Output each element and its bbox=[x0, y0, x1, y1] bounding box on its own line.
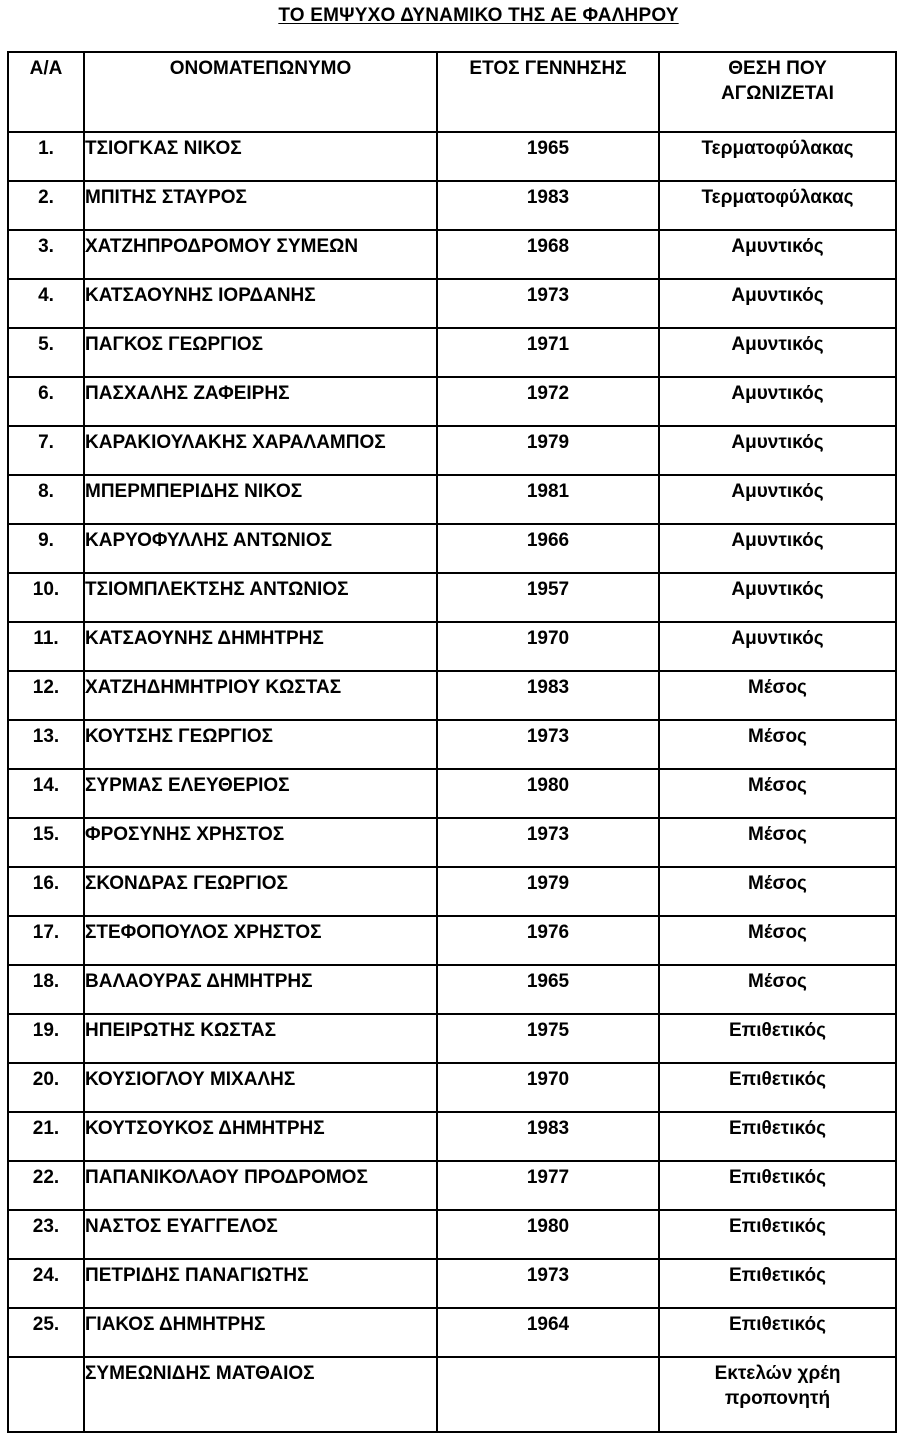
table-row bbox=[8, 671, 896, 720]
row-position-cell: Επιθετικός bbox=[659, 1063, 896, 1112]
row-aa-cell: 3. bbox=[8, 230, 84, 279]
row-aa-cell: 9. bbox=[8, 524, 84, 573]
table-row bbox=[8, 769, 896, 818]
table-row bbox=[8, 1210, 896, 1259]
table-row bbox=[8, 181, 896, 230]
row-year-cell: 1964 bbox=[437, 1308, 659, 1357]
document-title: ΤΟ ΕΜΨΥΧΟ ΔΥΝΑΜΙΚΟ ΤΗΣ ΑΕ ΦΑΛΗΡΟΥ bbox=[278, 5, 679, 26]
row-name-cell: ΤΣΙΟΓΚΑΣ ΝΙΚΟΣ bbox=[84, 132, 437, 181]
row-year-cell: 1973 bbox=[437, 818, 659, 867]
row-year-cell: 1975 bbox=[437, 1014, 659, 1063]
row-year-cell: 1981 bbox=[437, 475, 659, 524]
row-name-cell: ΦΡΟΣΥΝΗΣ ΧΡΗΣΤΟΣ bbox=[84, 818, 437, 867]
row-position-cell: Επιθετικός bbox=[659, 1210, 896, 1259]
table-row bbox=[8, 622, 896, 671]
row-year-cell: 1957 bbox=[437, 573, 659, 622]
row-aa-cell: 7. bbox=[8, 426, 84, 475]
roster-body bbox=[8, 132, 896, 1357]
row-name-cell: ΚΑΤΣΑΟΥΝΗΣ ΙΟΡΔΑΝΗΣ bbox=[84, 279, 437, 328]
table-row bbox=[8, 279, 896, 328]
row-aa-cell: 13. bbox=[8, 720, 84, 769]
row-name-cell: ΣΤΕΦΟΠΟΥΛΟΣ ΧΡΗΣΤΟΣ bbox=[84, 916, 437, 965]
row-aa-cell: 8. bbox=[8, 475, 84, 524]
row-name-cell: ΣΥΡΜΑΣ ΕΛΕΥΘΕΡΙΟΣ bbox=[84, 769, 437, 818]
header-position: ΘΕΣΗ ΠΟΥ ΑΓΩΝΙΖΕΤΑΙ bbox=[659, 52, 896, 132]
row-year-cell: 1976 bbox=[437, 916, 659, 965]
row-aa-cell: 19. bbox=[8, 1014, 84, 1063]
table-row bbox=[8, 1161, 896, 1210]
row-name-cell: ΝΑΣΤΟΣ ΕΥΑΓΓΕΛΟΣ bbox=[84, 1210, 437, 1259]
row-name-cell: ΚΟΥΤΣΟΥΚΟΣ ΔΗΜΗΤΡΗΣ bbox=[84, 1112, 437, 1161]
table-row bbox=[8, 132, 896, 181]
row-year-cell: 1973 bbox=[437, 279, 659, 328]
row-name-cell: ΓΙΑΚΟΣ ΔΗΜΗΤΡΗΣ bbox=[84, 1308, 437, 1357]
table-row bbox=[8, 377, 896, 426]
row-year-cell: 1973 bbox=[437, 720, 659, 769]
row-year-cell: 1970 bbox=[437, 1063, 659, 1112]
row-position-cell: Αμυντικός bbox=[659, 622, 896, 671]
row-position-cell: Επιθετικός bbox=[659, 1308, 896, 1357]
row-position-cell: Αμυντικός bbox=[659, 475, 896, 524]
row-aa-cell: 1. bbox=[8, 132, 84, 181]
row-name-cell: ΣΚΟΝΔΡΑΣ ΓΕΩΡΓΙΟΣ bbox=[84, 867, 437, 916]
table-row bbox=[8, 916, 896, 965]
row-year-cell: 1965 bbox=[437, 132, 659, 181]
row-aa-cell: 25. bbox=[8, 1308, 84, 1357]
table-row bbox=[8, 1259, 896, 1308]
row-aa-cell: 17. bbox=[8, 916, 84, 965]
header-aa: Α/Α bbox=[8, 52, 84, 132]
row-name-cell: ΧΑΤΖΗΔΗΜΗΤΡΙΟΥ ΚΩΣΤΑΣ bbox=[84, 671, 437, 720]
coach-aa-cell bbox=[8, 1357, 84, 1432]
table-row bbox=[8, 818, 896, 867]
row-aa-cell: 14. bbox=[8, 769, 84, 818]
row-aa-cell: 24. bbox=[8, 1259, 84, 1308]
row-year-cell: 1972 bbox=[437, 377, 659, 426]
row-name-cell: ΚΟΥΤΣΗΣ ΓΕΩΡΓΙΟΣ bbox=[84, 720, 437, 769]
row-name-cell: ΠΑΠΑΝΙΚΟΛΑΟΥ ΠΡΟΔΡΟΜΟΣ bbox=[84, 1161, 437, 1210]
row-name-cell: ΚΑΡΑΚΙΟΥΛΑΚΗΣ ΧΑΡΑΛΑΜΠΟΣ bbox=[84, 426, 437, 475]
row-name-cell: ΗΠΕΙΡΩΤΗΣ ΚΩΣΤΑΣ bbox=[84, 1014, 437, 1063]
row-position-cell: Μέσος bbox=[659, 671, 896, 720]
table-row bbox=[8, 1014, 896, 1063]
table-row bbox=[8, 867, 896, 916]
row-aa-cell: 22. bbox=[8, 1161, 84, 1210]
row-aa-cell: 10. bbox=[8, 573, 84, 622]
row-year-cell: 1983 bbox=[437, 671, 659, 720]
table-row bbox=[8, 328, 896, 377]
header-name: ΟΝΟΜΑΤΕΠΩΝΥΜΟ bbox=[84, 52, 437, 132]
row-position-cell: Αμυντικός bbox=[659, 230, 896, 279]
table-row bbox=[8, 426, 896, 475]
row-name-cell: ΚΑΡΥΟΦΥΛΛΗΣ ΑΝΤΩΝΙΟΣ bbox=[84, 524, 437, 573]
row-year-cell: 1979 bbox=[437, 867, 659, 916]
row-aa-cell: 5. bbox=[8, 328, 84, 377]
row-name-cell: ΧΑΤΖΗΠΡΟΔΡΟΜΟΥ ΣΥΜΕΩΝ bbox=[84, 230, 437, 279]
table-header-row bbox=[8, 52, 896, 132]
row-position-cell: Αμυντικός bbox=[659, 279, 896, 328]
row-name-cell: ΜΠΕΡΜΠΕΡΙΔΗΣ ΝΙΚΟΣ bbox=[84, 475, 437, 524]
row-year-cell: 1979 bbox=[437, 426, 659, 475]
row-year-cell: 1980 bbox=[437, 769, 659, 818]
row-name-cell: ΠΕΤΡΙΔΗΣ ΠΑΝΑΓΙΩΤΗΣ bbox=[84, 1259, 437, 1308]
table-row bbox=[8, 965, 896, 1014]
row-aa-cell: 18. bbox=[8, 965, 84, 1014]
row-position-cell: Μέσος bbox=[659, 867, 896, 916]
row-year-cell: 1977 bbox=[437, 1161, 659, 1210]
row-aa-cell: 12. bbox=[8, 671, 84, 720]
roster-table bbox=[7, 51, 897, 1433]
row-year-cell: 1965 bbox=[437, 965, 659, 1014]
table-row bbox=[8, 475, 896, 524]
table-row bbox=[8, 1308, 896, 1357]
row-position-cell: Μέσος bbox=[659, 916, 896, 965]
row-aa-cell: 23. bbox=[8, 1210, 84, 1259]
row-aa-cell: 16. bbox=[8, 867, 84, 916]
row-position-cell: Τερματοφύλακας bbox=[659, 132, 896, 181]
row-aa-cell: 15. bbox=[8, 818, 84, 867]
row-aa-cell: 4. bbox=[8, 279, 84, 328]
row-aa-cell: 2. bbox=[8, 181, 84, 230]
row-year-cell: 1980 bbox=[437, 1210, 659, 1259]
row-name-cell: ΠΑΓΚΟΣ ΓΕΩΡΓΙΟΣ bbox=[84, 328, 437, 377]
coach-row bbox=[8, 1357, 896, 1432]
row-year-cell: 1983 bbox=[437, 1112, 659, 1161]
row-position-cell: Μέσος bbox=[659, 965, 896, 1014]
coach-name-cell: ΣΥΜΕΩΝΙΔΗΣ ΜΑΤΘΑΙΟΣ bbox=[84, 1357, 437, 1432]
row-year-cell: 1973 bbox=[437, 1259, 659, 1308]
table-row bbox=[8, 1063, 896, 1112]
row-position-cell: Επιθετικός bbox=[659, 1014, 896, 1063]
row-position-cell: Μέσος bbox=[659, 769, 896, 818]
row-name-cell: ΚΑΤΣΑΟΥΝΗΣ ΔΗΜΗΤΡΗΣ bbox=[84, 622, 437, 671]
table-row bbox=[8, 1112, 896, 1161]
row-year-cell: 1966 bbox=[437, 524, 659, 573]
row-position-cell: Αμυντικός bbox=[659, 426, 896, 475]
row-name-cell: ΚΟΥΣΙΟΓΛΟΥ ΜΙΧΑΛΗΣ bbox=[84, 1063, 437, 1112]
row-name-cell: ΜΠΙΤΗΣ ΣΤΑΥΡΟΣ bbox=[84, 181, 437, 230]
row-position-cell: Μέσος bbox=[659, 818, 896, 867]
table-row bbox=[8, 573, 896, 622]
row-year-cell: 1971 bbox=[437, 328, 659, 377]
table-row bbox=[8, 720, 896, 769]
row-year-cell: 1983 bbox=[437, 181, 659, 230]
row-position-cell: Αμυντικός bbox=[659, 328, 896, 377]
coach-position-cell: Εκτελών χρέη προπονητή bbox=[659, 1357, 896, 1432]
table-row bbox=[8, 230, 896, 279]
row-name-cell: ΒΑΛΑΟΥΡΑΣ ΔΗΜΗΤΡΗΣ bbox=[84, 965, 437, 1014]
row-position-cell: Τερματοφύλακας bbox=[659, 181, 896, 230]
row-position-cell: Επιθετικός bbox=[659, 1161, 896, 1210]
row-name-cell: ΤΣΙΟΜΠΛΕΚΤΣΗΣ ΑΝΤΩΝΙΟΣ bbox=[84, 573, 437, 622]
row-name-cell: ΠΑΣΧΑΛΗΣ ΖΑΦΕΙΡΗΣ bbox=[84, 377, 437, 426]
row-position-cell: Αμυντικός bbox=[659, 377, 896, 426]
row-position-cell: Επιθετικός bbox=[659, 1112, 896, 1161]
row-position-cell: Μέσος bbox=[659, 720, 896, 769]
row-aa-cell: 20. bbox=[8, 1063, 84, 1112]
table-row bbox=[8, 524, 896, 573]
row-year-cell: 1968 bbox=[437, 230, 659, 279]
row-aa-cell: 11. bbox=[8, 622, 84, 671]
row-year-cell: 1970 bbox=[437, 622, 659, 671]
coach-year-cell bbox=[437, 1357, 659, 1432]
row-aa-cell: 6. bbox=[8, 377, 84, 426]
header-birth-year: ΕΤΟΣ ΓΕΝΝΗΣΗΣ bbox=[437, 52, 659, 132]
row-position-cell: Αμυντικός bbox=[659, 524, 896, 573]
row-aa-cell: 21. bbox=[8, 1112, 84, 1161]
row-position-cell: Αμυντικός bbox=[659, 573, 896, 622]
row-position-cell: Επιθετικός bbox=[659, 1259, 896, 1308]
